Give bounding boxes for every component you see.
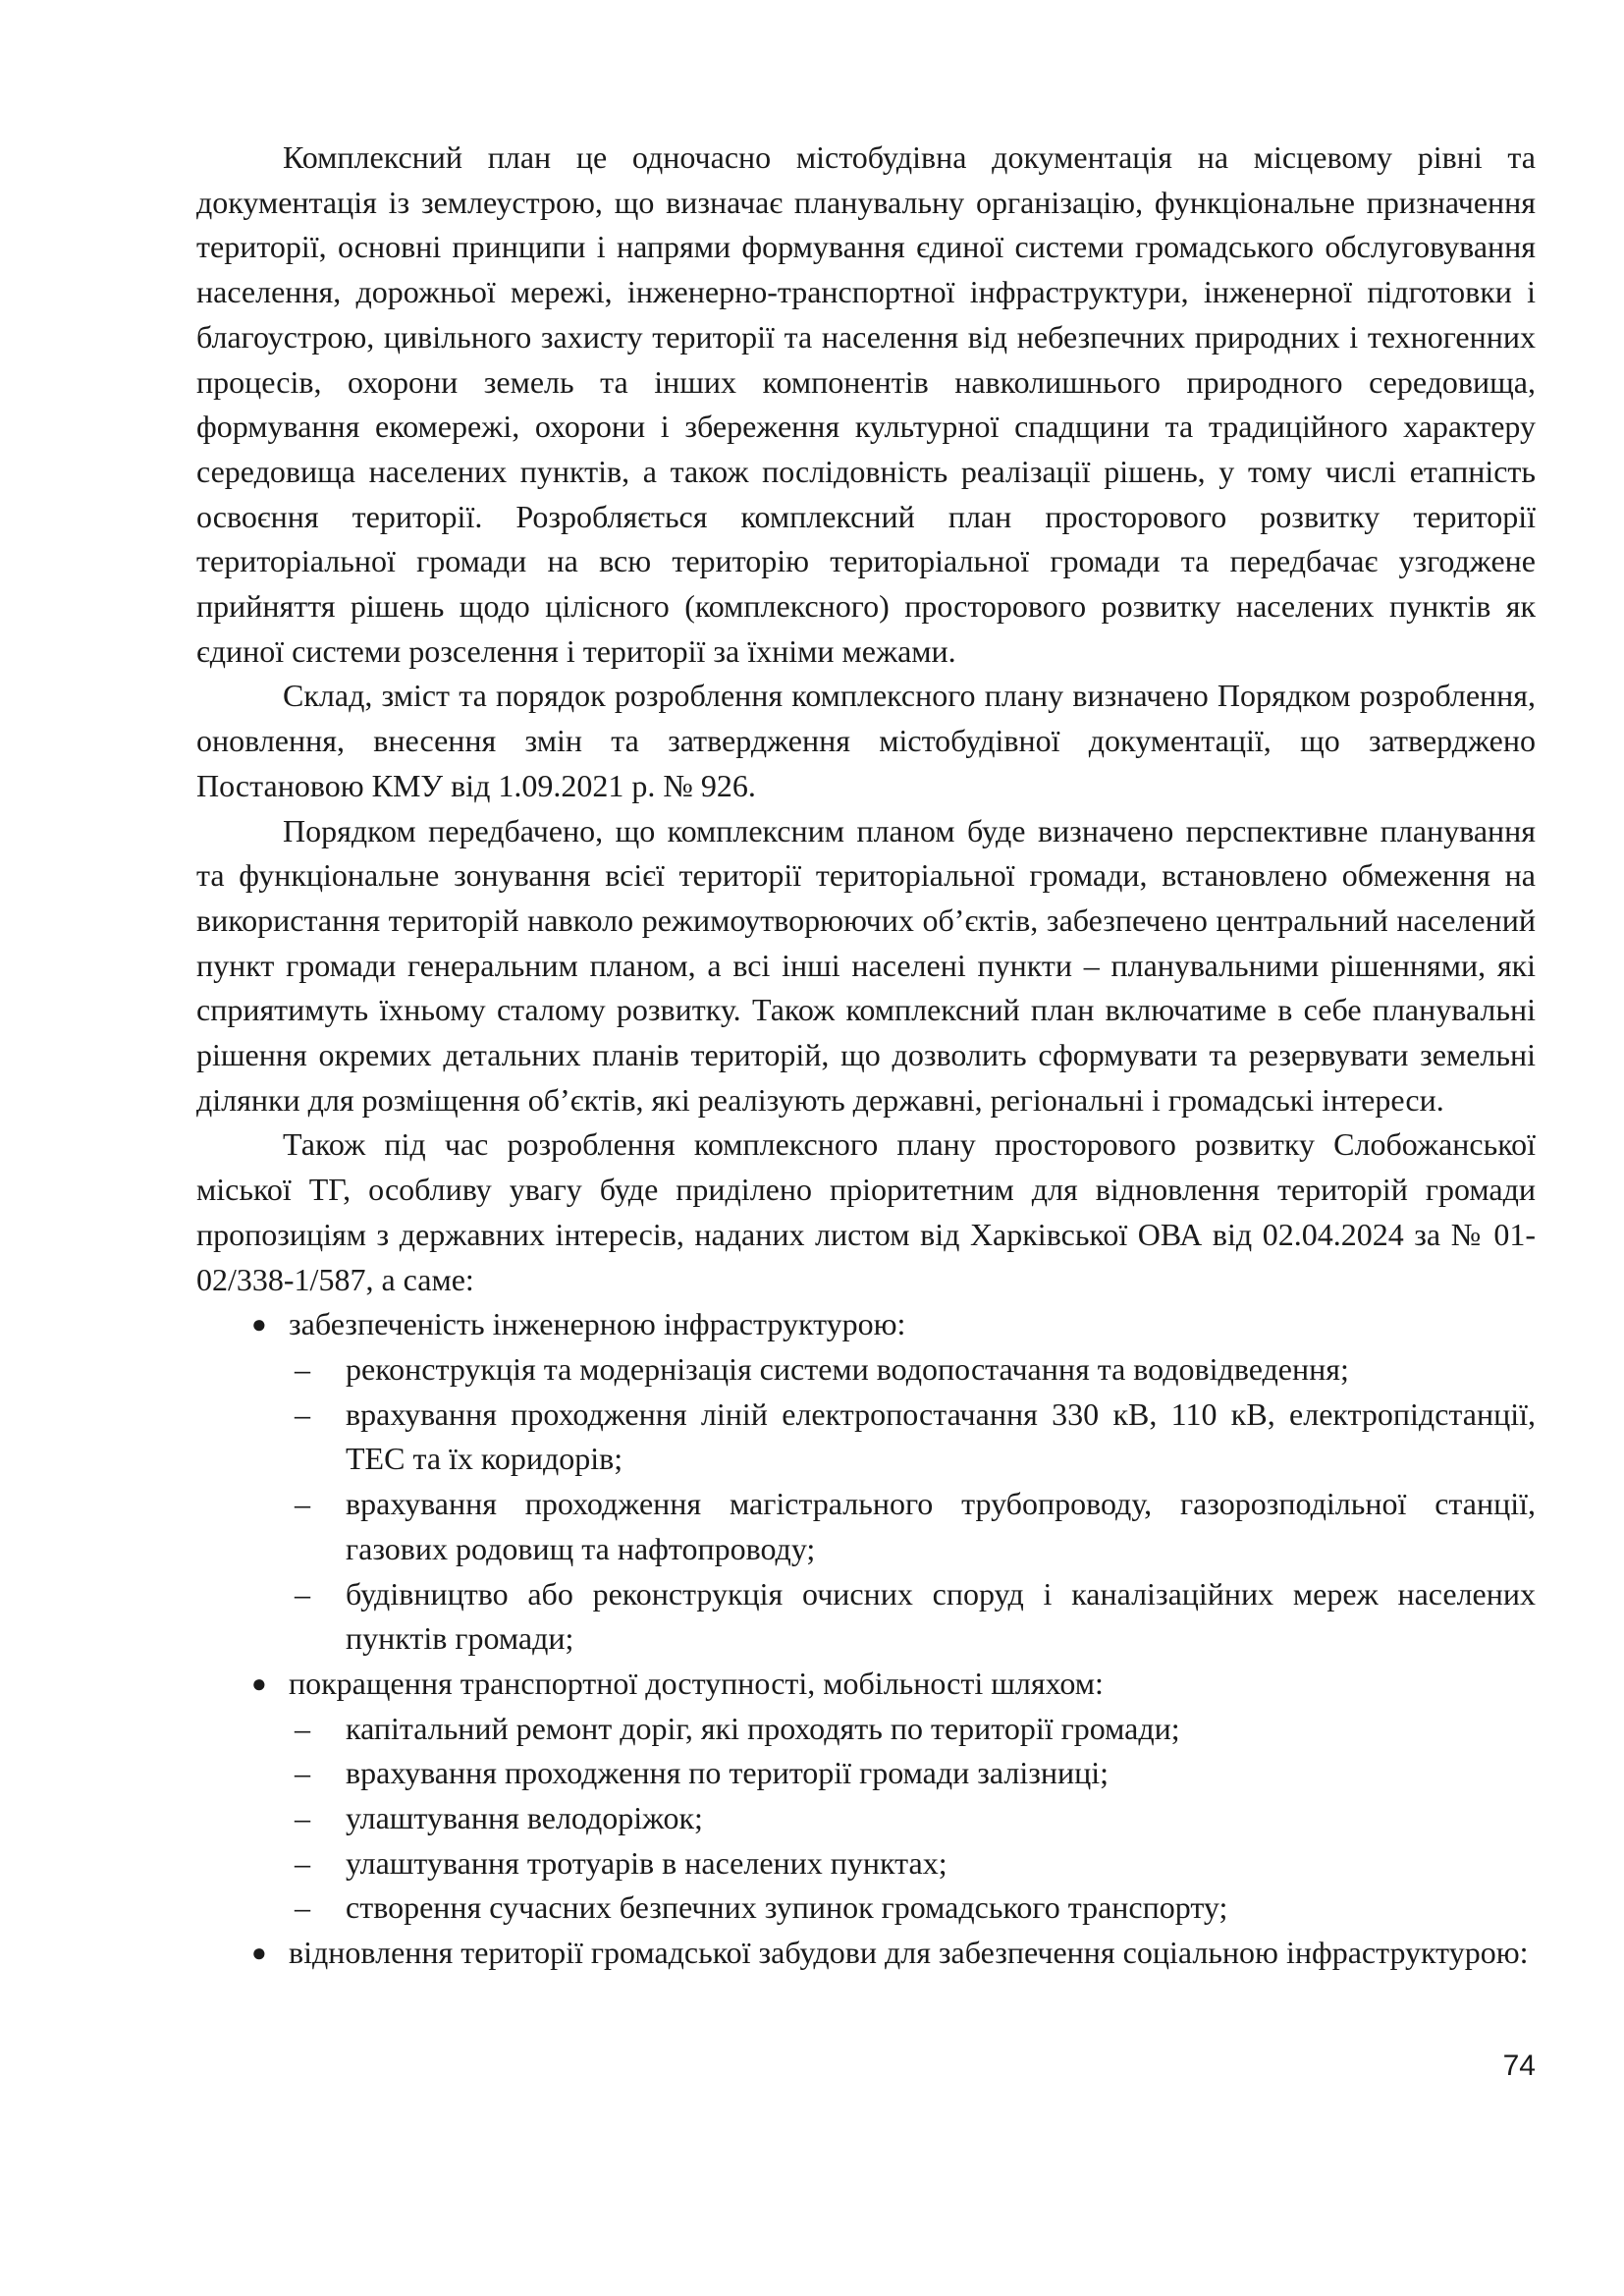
list-item xyxy=(295,1841,1536,1886)
bullet-icon: ● xyxy=(251,1310,267,1339)
bullet-item-transport-accessibility xyxy=(196,1662,1536,1931)
dash-icon: – xyxy=(295,1844,310,1881)
list-item-text: врахування проходження магістрального трубопроводу, газорозподільної станції, газових родовищ та нафтопроводу; xyxy=(346,1486,1536,1566)
list-item-text: улаштування велодоріжок; xyxy=(346,1800,703,1836)
state-interests-list xyxy=(196,1302,1536,1976)
list-item-text: врахування проходження по території громади залізниці; xyxy=(346,1755,1109,1791)
dash-icon: – xyxy=(295,1350,310,1387)
page-number: 74 xyxy=(1502,2050,1536,2082)
list-item-text: врахування проходження ліній електропостачання 330 кВ, 110 кВ, електропідстанції, ТЕС та їх коридорів; xyxy=(346,1395,1536,1477)
list-item xyxy=(295,1751,1536,1796)
paragraph-procedure-provisions: Порядком передбачено, що комплексним планом буде визначено перспективне планування та функціональне зонування всієї території територіальної громади, встановлено обмеження на використання територій навколо режимоутворюючих об’єктів, забезпечено центральний населений пункт громади генеральним планом, а всі інші населені пункти – планувальними рішеннями, які сприятимуть їхньому сталому розвитку. Також комплексний план включатиме в себе планувальні рішення окремих детальних планів територій, що дозволить сформувати та резервувати земельні ділянки для розміщення об’єктів, які реалізують державні, регіональні і громадські інтереси. xyxy=(196,812,1536,1118)
paragraph-state-interests-intro: Також під час розроблення комплексного плану просторового розвитку Слобожанської міської ТГ, особливу увагу буде приділено пріоритетним для відновлення територій громади пропозиціям з державних інтересів, наданих листом від Харківської ОВА від 02.04.2024 за № 01-02/338-1/587, а саме: xyxy=(196,1126,1536,1297)
list-item-text: створення сучасних безпечних зупинок громадського транспорту; xyxy=(346,1889,1228,1926)
list-item xyxy=(295,1886,1536,1931)
paragraph-complex-plan-definition: Комплексний план це одночасно містобудівна документація на місцевому рівні та документація із землеустрою, що визначає планувальну організацію, функціональне призначення території, основні принципи і напрями формування єдиної системи громадського обслуговування населення, дорожньої мережі, інженерно-транспортної інфраструктури, інженерної підготовки і благоустрою, цивільного захисту території та населення від небезпечних природних і техногенних процесів, охорони земель та інших компонентів навколишнього природного середовища, формування екомережі, охорони і збереження культурної спадщини та традиційного характеру середовища населених пунктів, а також послідовність реалізації рішень, у тому числі етапність освоєння території. Розробляється комплексний план просторового розвитку території територіальної громади на всю територію територіальної громади та передбачає узгоджене прийняття рішень щодо цілісного (комплексного) просторового розвитку населених пунктів як єдиної системи розселення і території за їхніми межами. xyxy=(196,139,1536,669)
paragraph-composition-order: Склад, зміст та порядок розроблення комплексного плану визначено Порядком розроблення, оновлення, внесення змін та затвердження містобудівної документації, що затверджено Постановою КМУ від 1.09.2021 р. № 926. xyxy=(196,678,1536,803)
bullet-icon: ● xyxy=(251,1668,267,1698)
list-item-text: реконструкція та модернізація системи водопостачання та водовідведення; xyxy=(346,1350,1349,1387)
engineering-sublist xyxy=(289,1347,1536,1662)
dash-icon: – xyxy=(295,1889,310,1926)
page-body xyxy=(196,136,1536,1976)
bullet-icon: ● xyxy=(251,1939,267,1968)
dash-icon: – xyxy=(295,1800,310,1836)
dash-icon: – xyxy=(295,1710,310,1746)
bullet-item-engineering-infrastructure xyxy=(196,1302,1536,1662)
list-item-text: будівництво або реконструкція очисних споруд і каналізаційних мереж населених пунктів громади; xyxy=(346,1575,1536,1657)
list-item xyxy=(295,1347,1536,1393)
transport-sublist xyxy=(289,1707,1536,1932)
list-item xyxy=(295,1796,1536,1841)
list-item xyxy=(295,1572,1536,1662)
dash-icon: – xyxy=(295,1755,310,1791)
bullet-item-text: покращення транспортної доступності, мобільності шляхом: xyxy=(289,1665,1104,1701)
bullet-item-text: відновлення території громадської забудови для забезпечення соціальною інфраструктурою: xyxy=(289,1935,1529,1971)
dash-icon: – xyxy=(295,1395,310,1432)
list-item xyxy=(295,1707,1536,1752)
list-item-text: капітальний ремонт доріг, які проходять по території громади; xyxy=(346,1710,1180,1746)
dash-icon: – xyxy=(295,1575,310,1612)
list-item xyxy=(295,1393,1536,1482)
dash-icon: – xyxy=(295,1486,310,1522)
bullet-item-text: забезпеченість інженерною інфраструктурою: xyxy=(289,1306,906,1342)
list-item-text: улаштування тротуарів в населених пунктах; xyxy=(346,1844,947,1881)
list-item xyxy=(295,1482,1536,1571)
bullet-item-social-infrastructure xyxy=(196,1931,1536,1976)
